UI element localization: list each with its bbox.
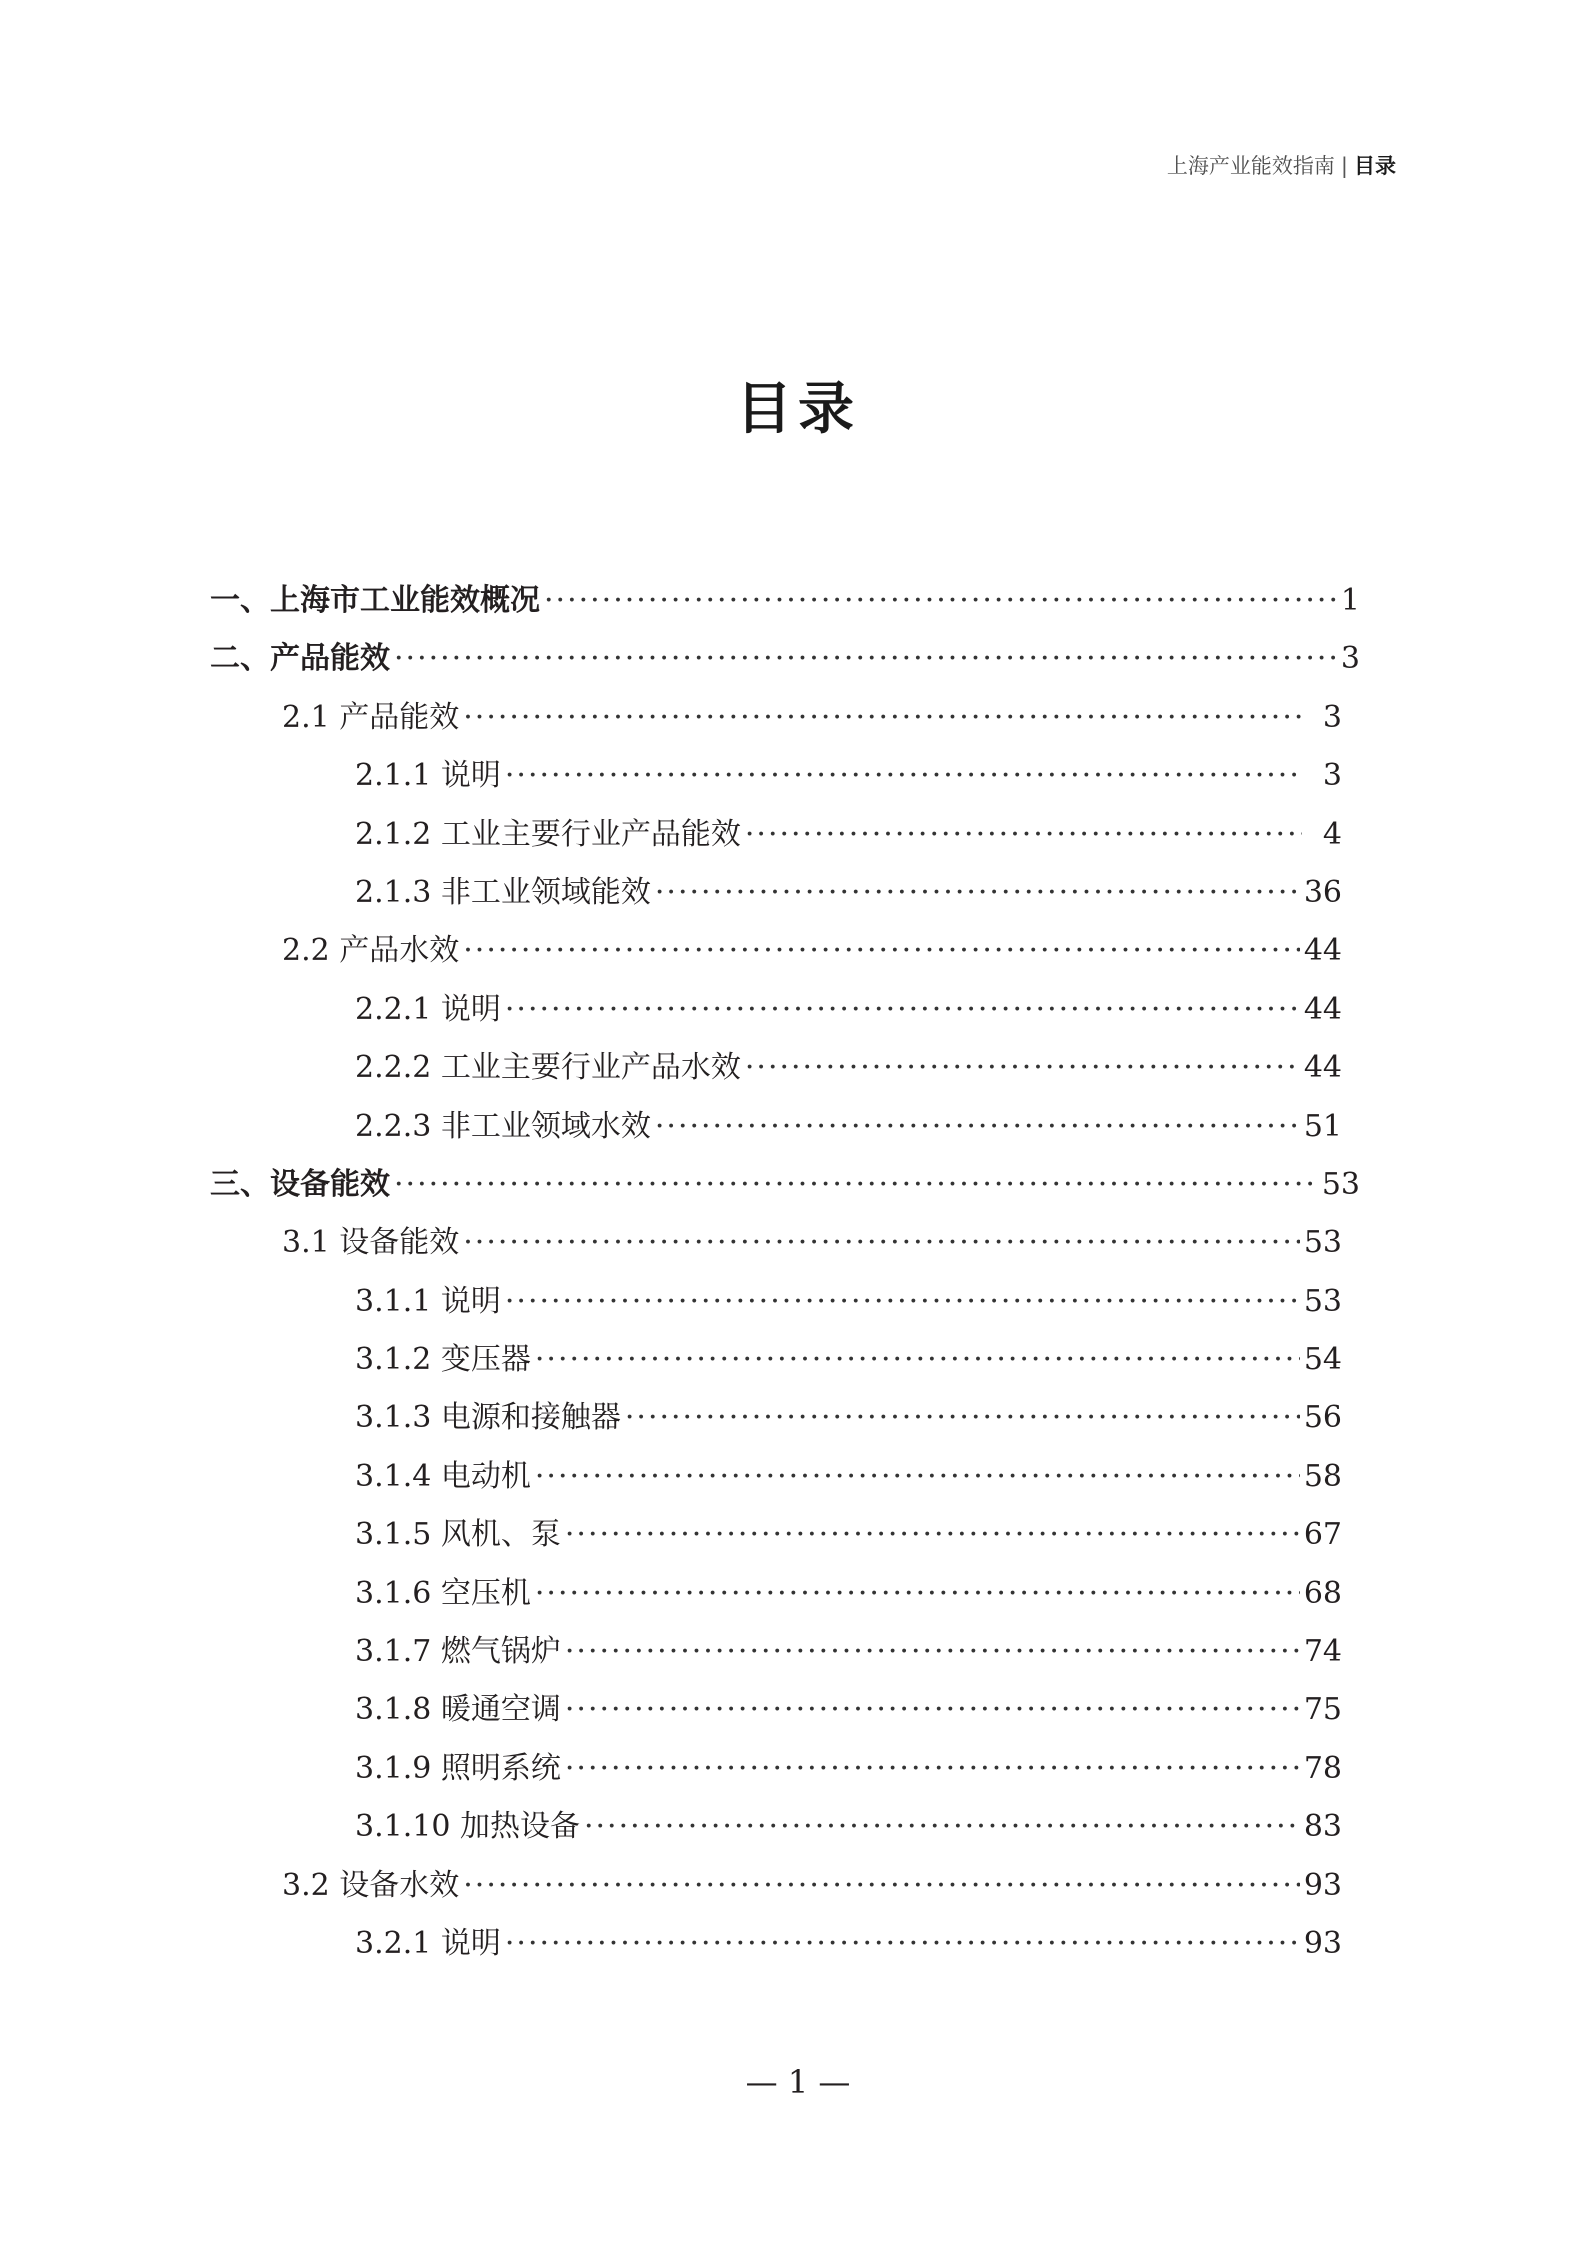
toc-leader-dots [745, 817, 1302, 852]
toc-entry-label: 3.1.1 说明 [355, 1283, 501, 1319]
toc-leader-dots [584, 1809, 1300, 1844]
toc-leader-dots [463, 933, 1300, 968]
toc-entry[interactable] [210, 575, 1360, 633]
toc-entry-page: 75 [1303, 1692, 1342, 1728]
toc-leader-dots [505, 758, 1302, 793]
toc-leader-dots [544, 583, 1337, 618]
toc-entry[interactable] [210, 1918, 1360, 1976]
toc-entry[interactable] [210, 1042, 1360, 1100]
toc-entry-label: 2.2.2 工业主要行业产品水效 [355, 1050, 741, 1086]
toc-entry-label: 3.1.7 燃气锅炉 [355, 1634, 561, 1670]
toc-entry[interactable] [210, 633, 1360, 691]
toc-entry-label: 3.1.6 空压机 [355, 1575, 531, 1611]
toc-entry-label: 3.1.5 风机、泵 [355, 1517, 561, 1553]
toc-entry[interactable] [210, 1159, 1360, 1217]
toc-leader-dots [535, 1576, 1300, 1611]
toc-entry-page: 44 [1303, 991, 1342, 1027]
toc-entry-label: 二、产品能效 [210, 641, 390, 677]
header-section: 目录 [1354, 154, 1396, 178]
toc-entry-label: 2.1 产品能效 [282, 699, 460, 735]
toc-entry[interactable] [210, 1626, 1360, 1684]
toc-entry[interactable] [210, 1101, 1360, 1159]
toc-entry-page: 93 [1303, 1867, 1342, 1903]
toc-entry[interactable] [210, 692, 1360, 750]
toc-entry-page: 4 [1322, 816, 1342, 852]
toc-entry-label: 2.2.1 说明 [355, 991, 501, 1027]
toc-entry-page: 53 [1303, 1283, 1342, 1319]
toc-entry-label: 3.2.1 说明 [355, 1925, 501, 1961]
toc-leader-dots [505, 1926, 1300, 1961]
toc-entry-page: 78 [1303, 1750, 1342, 1786]
toc-entry-label: 2.2.3 非工业领域水效 [355, 1108, 651, 1144]
toc-leader-dots [463, 1225, 1300, 1260]
toc-entry[interactable] [210, 1743, 1360, 1801]
toc-leader-dots [535, 1342, 1300, 1377]
toc-entry-page: 3 [1322, 758, 1342, 794]
toc-leader-dots [655, 875, 1300, 910]
toc-entry-label: 3.1 设备能效 [282, 1225, 460, 1261]
toc-entry-page: 44 [1303, 933, 1342, 969]
toc-entry[interactable] [210, 984, 1360, 1042]
toc-entry[interactable] [210, 1801, 1360, 1859]
toc-entry-page: 36 [1303, 874, 1342, 910]
toc-entry-page: 93 [1303, 1925, 1342, 1961]
toc-entry[interactable] [210, 1217, 1360, 1275]
toc-entry-page: 67 [1303, 1517, 1342, 1553]
toc-entry-label: 一、上海市工业能效概况 [210, 583, 540, 618]
toc-entry[interactable] [210, 1451, 1360, 1509]
toc-entry-label: 3.1.3 电源和接触器 [355, 1400, 621, 1436]
toc-entry-label: 2.1.3 非工业领域能效 [355, 874, 651, 910]
toc-entry-label: 2.1.1 说明 [355, 758, 501, 794]
toc-entry-label: 3.2 设备水效 [282, 1867, 460, 1903]
toc-entry[interactable] [210, 1860, 1360, 1918]
toc-entry-page: 83 [1303, 1809, 1342, 1845]
toc-entry-label: 3.1.10 加热设备 [355, 1809, 580, 1845]
toc-entry-page: 68 [1303, 1575, 1342, 1611]
toc-leader-dots [655, 1109, 1300, 1144]
page-number: — 1 — [745, 2063, 851, 2101]
toc-leader-dots [565, 1634, 1300, 1669]
running-header [1167, 150, 1396, 180]
toc-leader-dots [505, 1284, 1300, 1319]
toc-leader-dots [565, 1692, 1300, 1727]
toc-entry-label: 3.1.9 照明系统 [355, 1750, 561, 1786]
toc-leader-dots [565, 1751, 1300, 1786]
toc-entry[interactable] [210, 925, 1360, 983]
toc-leader-dots [505, 992, 1300, 1027]
toc-leader-dots [745, 1050, 1300, 1085]
toc-entry-label: 3.1.2 变压器 [355, 1342, 531, 1378]
toc-entry-page: 3 [1340, 641, 1360, 677]
toc-leader-dots [535, 1459, 1300, 1494]
toc-entry-page: 54 [1303, 1342, 1342, 1378]
header-doc-title: 上海产业能效指南 [1166, 154, 1335, 178]
toc-leader-dots [394, 1167, 1318, 1202]
page-title: 目录 [736, 376, 860, 442]
toc-entry[interactable] [210, 1392, 1360, 1450]
toc-entry[interactable] [210, 809, 1360, 867]
toc-entry-page: 74 [1303, 1634, 1342, 1670]
toc-entry[interactable] [210, 1509, 1360, 1567]
toc-entry-label: 三、设备能效 [210, 1166, 390, 1202]
toc-entry[interactable] [210, 1276, 1360, 1334]
toc-entry-page: 58 [1303, 1458, 1342, 1494]
toc-entry-page: 53 [1303, 1225, 1342, 1261]
toc-entry-label: 3.1.4 电动机 [355, 1458, 531, 1494]
toc-entry-label: 2.2 产品水效 [282, 933, 460, 969]
toc-leader-dots [463, 1868, 1300, 1903]
toc-leader-dots [463, 700, 1302, 735]
toc-entry-page: 56 [1303, 1400, 1342, 1436]
toc-entry-page: 53 [1321, 1166, 1360, 1202]
toc-leader-dots [625, 1400, 1300, 1435]
header-separator: | [1340, 154, 1348, 178]
toc-entry-page: 3 [1322, 699, 1342, 735]
toc-entry-page: 44 [1303, 1050, 1342, 1086]
toc-entry-page: 1 [1340, 583, 1360, 618]
toc-entry-label: 2.1.2 工业主要行业产品能效 [355, 816, 741, 852]
toc-entry[interactable] [210, 1684, 1360, 1742]
toc-entry[interactable] [210, 1568, 1360, 1626]
table-of-contents [210, 575, 1360, 1976]
toc-leader-dots [565, 1517, 1300, 1552]
toc-entry-page: 51 [1303, 1108, 1342, 1144]
toc-entry-label: 3.1.8 暖通空调 [355, 1692, 561, 1728]
toc-entry[interactable] [210, 750, 1360, 808]
toc-entry[interactable] [210, 867, 1360, 925]
toc-leader-dots [394, 641, 1337, 676]
toc-entry[interactable] [210, 1334, 1360, 1392]
